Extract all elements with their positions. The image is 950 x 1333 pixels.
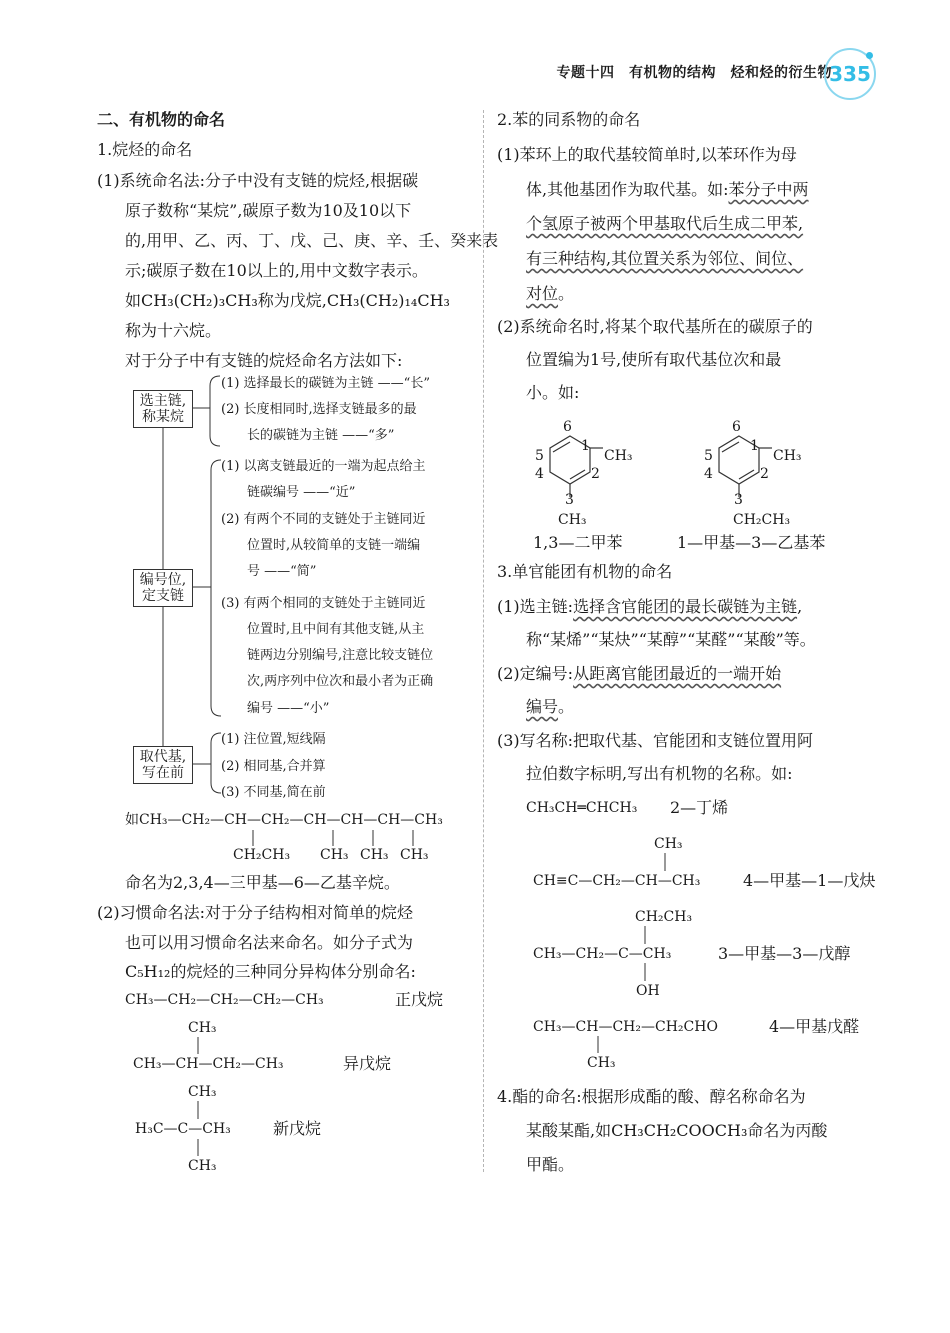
example-main-chain: 如CH₃—CH₂—CH—CH₂—CH—CH—CH—CH₃ [125, 812, 443, 828]
func-rule2-label: (2)定编号: [497, 664, 574, 683]
step-box-numbering-line1: 编号位, [139, 572, 187, 588]
systematic-line-4: 示;碳原子数在10以上的,用中文数字表示。 [125, 261, 428, 280]
example-sub-methyl-3: CH₃ [400, 847, 429, 863]
benzene-line-3-wavy: 个氢原子被两个甲基取代后生成二甲苯, [526, 214, 804, 233]
subsection-functional: 3.单官能团有机物的命名 [497, 562, 673, 581]
step-box-main-chain-line2: 称某烷 [142, 409, 184, 425]
neopentane-name: 新戊烷 [273, 1119, 322, 1138]
isopentane-top: CH₃ [188, 1020, 217, 1036]
rule-smallest-3: 链两边分别编号,注意比较支链位 [247, 648, 434, 663]
ring1-pos5: 5 [535, 448, 544, 464]
rule-smallest-1: (3) 有两个相同的支链处于主链同近 [221, 596, 426, 611]
neopentane-top: CH₃ [188, 1084, 217, 1100]
benzene-line-5-end: 。 [558, 284, 575, 303]
example-sub-methyl-1: CH₃ [320, 847, 349, 863]
isopentane-formula: CH₃—CH—CH₂—CH₃ [133, 1056, 284, 1072]
neopentane-bottom: CH₃ [188, 1158, 217, 1174]
benzene-line-4-wavy: 有三种结构,其位置关系为邻位、间位、 [526, 249, 804, 268]
isopentane-name: 异戊烷 [343, 1054, 392, 1073]
ring2-name: 1—甲基—3—乙基苯 [677, 533, 826, 552]
butene-name: 2—丁烯 [670, 798, 729, 817]
page-number: 335 [824, 48, 876, 100]
func-rule2-wavy: 从距离官能团最近的一端开始 [573, 664, 782, 683]
pentanal-bottom: CH₃ [587, 1055, 616, 1071]
pentanol-bottom: OH [636, 983, 660, 999]
rule-most-branches-1: (2) 长度相同时,选择支链最多的最 [221, 402, 417, 417]
rule-simple-3: 号 ——“简” [247, 564, 317, 579]
pentyne-top: CH₃ [654, 836, 683, 852]
example-sub-ethyl: CH₂CH₃ [233, 847, 291, 863]
rule-simple-1: (2) 有两个不同的支链处于主链同近 [221, 512, 426, 527]
ring2-pos2: 2 [760, 466, 769, 482]
systematic-line-6: 称为十六烷。 [125, 321, 222, 340]
butene-formula: CH₃CH═CHCH₃ [526, 800, 638, 816]
example-name: 命名为2,3,4—三甲基—6—乙基辛烷。 [125, 873, 400, 892]
numbering-line-1: (2)系统命名时,将某个取代基所在的碳原子的 [497, 317, 813, 336]
ester-line-1: 4.酯的命名:根据形成酯的酸、醇名称命名为 [497, 1087, 806, 1106]
ring1-pos4: 4 [535, 466, 544, 482]
rule-smallest-5: 编号 ——“小” [247, 701, 330, 716]
systematic-line-3: 的,用甲、乙、丙、丁、戊、己、庚、辛、壬、癸来表 [125, 231, 499, 250]
ring1-sub3: CH₃ [558, 512, 587, 528]
pentanol-formula: CH₃—CH₂—C—CH₃ [533, 946, 672, 962]
numbering-line-3: 小。如: [526, 383, 580, 402]
func-rule1-label: (1)选主链: [497, 597, 574, 616]
ring1-pos1: 1 [581, 438, 590, 454]
running-header: 专题十四 有机物的结构 烃和烃的衍生物 [556, 65, 832, 81]
func-rule3-line2: 拉伯数字标明,写出有机物的名称。如: [526, 764, 793, 783]
func-rule2-end: 。 [558, 697, 575, 716]
func-rule1-wavy: 选择含官能团的最长碳链为主链 [573, 597, 798, 616]
func-rule1-line2: 称“某烯”“某炔”“某醇”“某醛”“某酸”等。 [526, 630, 816, 649]
n-pentane-name: 正戊烷 [395, 990, 444, 1009]
rule-simple-first: (3) 不同基,简在前 [221, 785, 326, 800]
ring2-sub3: CH₂CH₃ [733, 512, 791, 528]
rule-smallest-4: 次,两序列中位次和最小者为正确 [247, 674, 434, 689]
func-rule3-line1: (3)写名称:把取代基、官能团和支链位置用阿 [497, 731, 814, 750]
numbering-line-2: 位置编为1号,使所有取代基位次和最 [526, 350, 782, 369]
rule-smallest-2: 位置时,且中间有其他支链,从主 [247, 622, 425, 637]
section-title: 二、有机物的命名 [97, 110, 226, 129]
example-sub-methyl-2: CH₃ [360, 847, 389, 863]
ring1-pos6: 6 [563, 419, 572, 435]
systematic-line-1: (1)系统命名法:分子中没有支链的烷烃,根据碳 [97, 171, 419, 190]
ring2-pos3: 3 [734, 492, 743, 508]
rule-nearest-2: 链碳编号 ——“近” [247, 485, 356, 500]
ring1-name: 1,3—二甲苯 [533, 533, 623, 552]
pentanol-top: CH₂CH₃ [635, 909, 693, 925]
ring2-pos5: 5 [704, 448, 713, 464]
ring2-sub1: CH₃ [773, 448, 802, 464]
rule-nearest-1: (1) 以离支链最近的一端为起点给主 [221, 459, 426, 474]
common-line-3: C₅H₁₂的烷烃的三种同分异构体分别命名: [125, 962, 416, 981]
step-box-numbering-line2: 定支链 [142, 588, 184, 604]
func-rule2-wavy-2: 编号 [526, 697, 559, 716]
pentyne-formula: CH≡C—CH₂—CH—CH₃ [533, 873, 701, 889]
benzene-line-2-plain: 体,其他基团作为取代基。如: [526, 180, 729, 199]
ring1-pos3: 3 [565, 492, 574, 508]
systematic-line-5: 如CH₃(CH₂)₃CH₃称为戊烷,CH₃(CH₂)₁₄CH₃ [125, 291, 450, 310]
func-rule1-comma: , [797, 597, 803, 616]
ring2-pos6: 6 [732, 419, 741, 435]
step-box-substituent-line2: 写在前 [142, 765, 184, 781]
subsection-alkane: 1.烷烃的命名 [97, 140, 193, 159]
ester-line-3: 甲酯。 [526, 1155, 575, 1174]
ester-line-2: 某酸某酯,如CH₃CH₂COOCH₃命名为丙酸 [526, 1121, 828, 1140]
common-line-1: (2)习惯命名法:对于分子结构相对简单的烷烃 [97, 903, 414, 922]
benzene-line-1: (1)苯环上的取代基较简单时,以苯环作为母 [497, 145, 797, 164]
neopentane-formula: H₃C—C—CH₃ [135, 1121, 231, 1137]
rule-longest: (1) 选择最长的碳链为主链 ——“长” [221, 376, 430, 391]
ring1-pos2: 2 [591, 466, 600, 482]
rule-position: (1) 注位置,短线隔 [221, 732, 326, 747]
pentanol-name: 3—甲基—3—戊醇 [718, 944, 851, 963]
rule-merge: (2) 相同基,合并算 [221, 759, 326, 774]
branch-intro: 对于分子中有支链的烷烃命名方法如下: [125, 351, 403, 370]
ring2-pos4: 4 [704, 466, 713, 482]
common-line-2: 也可以用习惯命名法来命名。如分子式为 [125, 933, 414, 952]
pentanal-name: 4—甲基戊醛 [769, 1017, 860, 1036]
pentyne-name: 4—甲基—1—戊炔 [743, 871, 876, 890]
rule-simple-2: 位置时,从较简单的支链一端编 [247, 538, 421, 553]
subsection-benzene: 2.苯的同系物的命名 [497, 110, 641, 129]
benzene-line-5-wavy: 对位 [526, 284, 559, 303]
ring2-pos1: 1 [750, 438, 759, 454]
step-box-substituent-line1: 取代基, [139, 749, 187, 765]
pentanal-formula: CH₃—CH—CH₂—CH₂CHO [533, 1019, 718, 1035]
step-box-main-chain-line1: 选主链, [139, 393, 187, 409]
systematic-line-2: 原子数称“某烷”,碳原子数为10及10以下 [125, 201, 412, 220]
ring1-sub1: CH₃ [604, 448, 633, 464]
n-pentane-formula: CH₃—CH₂—CH₂—CH₂—CH₃ [125, 992, 324, 1008]
rule-most-branches-2: 长的碳链为主链 ——“多” [247, 428, 395, 443]
benzene-line-2-wavy: 苯分子中两 [728, 180, 809, 199]
